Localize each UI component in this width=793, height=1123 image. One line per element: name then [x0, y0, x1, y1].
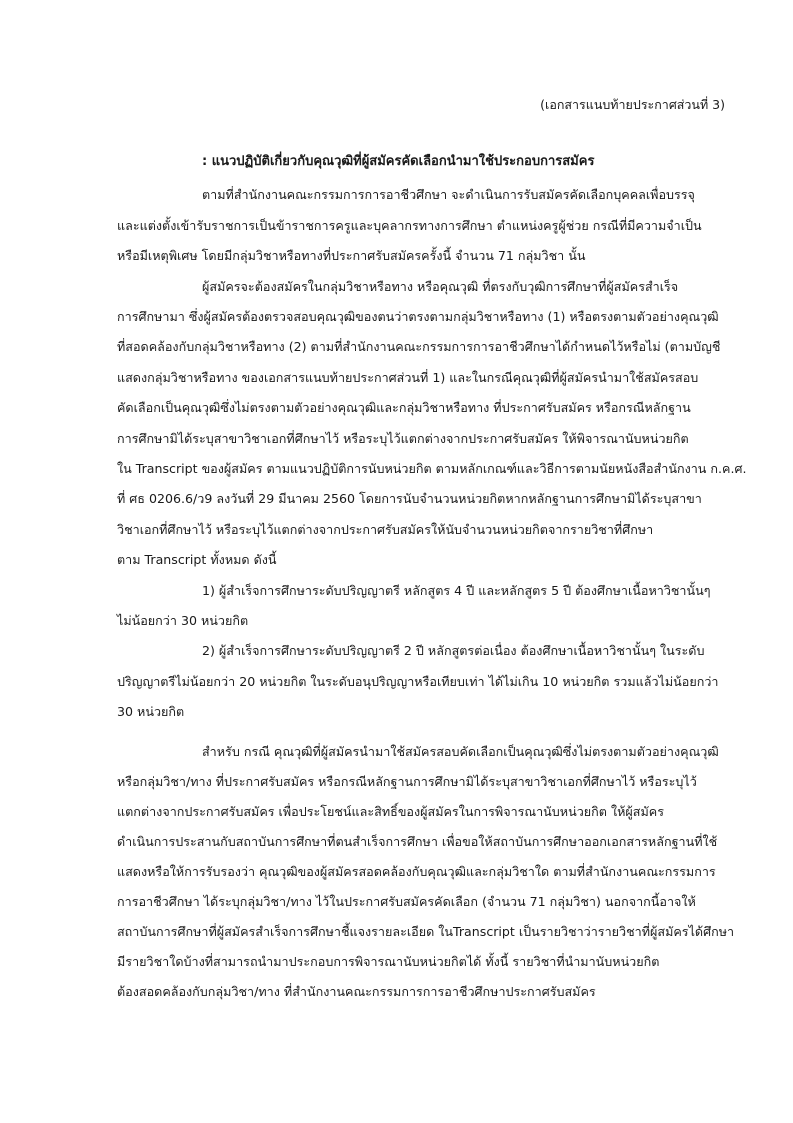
text-line: วิชาเอกที่ศึกษาไว้ หรือระบุไว้แตกต่างจากประกาศรับสมัครให้นับจำนวนหน่วยกิตจากรายวิชาที่ศึกษา [117, 522, 654, 537]
text-line: ดำเนินการประสานกับสถาบันการศึกษาที่ตนสำเร็จการศึกษา เพื่อขอให้สถาบันการศึกษาออกเอกสารหลักฐานที่ใช้ [117, 834, 718, 849]
text-line: ที่ ศธ 0206.6/ว9 ลงวันที่ 29 มีนาคม 2560 โดยการนับจำนวนหน่วยกิตหากหลักฐานการศึกษามิได้ระบุสาขา [117, 491, 702, 506]
text-line: การศึกษามิได้ระบุสาขาวิชาเอกที่ศึกษาไว้ หรือระบุไว้แตกต่างจากประกาศรับสมัคร ให้พิจารณานับหน่วยกิต [117, 431, 689, 446]
text-line: ไม่น้อยกว่า 30 หน่วยกิต [117, 613, 249, 628]
text-line: ตามที่สำนักงานคณะกรรมการการอาชีวศึกษา จะดำเนินการรับสมัครคัดเลือกบุคคลเพื่อบรรจุ [202, 187, 695, 202]
text-line: การศึกษามา ซึ่งผู้สมัครต้องตรวจสอบคุณวุฒิของตนว่าตรงตามกลุ่มวิชาหรือทาง (1) หรือตรงตามตัวอย่างคุณวุฒิ [117, 309, 719, 324]
text-line: แสดงหรือให้การรับรองว่า คุณวุฒิของผู้สมัครสอดคล้องกับคุณวุฒิและกลุ่มวิชาใด ตามที่สำนักงานคณะกรรมการ [117, 864, 716, 879]
text-line: ปริญญาตรีไม่น้อยกว่า 20 หน่วยกิต ในระดับอนุปริญญาหรือเทียบเท่า ได้ไม่เกิน 10 หน่วยกิต รวมแล้วไม่น้อยกว่า [117, 674, 719, 689]
text-line: สถาบันการศึกษาที่ผู้สมัครสำเร็จการศึกษาชี้แจงรายละเอียด ในTranscript เป็นรายวิชาว่ารายวิชาที่ผู้สมัครได้ศึกษา [117, 924, 735, 939]
text-line: การอาชีวศึกษา ได้ระบุกลุ่มวิชา/ทาง ไว้ในประกาศรับสมัครคัดเลือก (จำนวน 71 กลุ่มวิชา) นอกจากนี้อาจให้ [117, 894, 696, 909]
text-line: ผู้สมัครจะต้องสมัครในกลุ่มวิชาหรือทาง หรือคุณวุฒิ ที่ตรงกับวุฒิการศึกษาที่ผู้สมัครสำเร็จ [202, 279, 679, 294]
text-line: หรือมีเหตุพิเศษ โดยมีกลุ่มวิชาหรือทางที่ประกาศรับสมัครครั้งนี้ จำนวน 71 กลุ่มวิชา นั้น [117, 248, 586, 263]
document-reference: (เอกสารแนบท้ายประกาศส่วนที่ 3) [540, 97, 725, 112]
text-line: แสดงกลุ่มวิชาหรือทาง ของเอกสารแนบท้ายประกาศส่วนที่ 1) และในกรณีคุณวุฒิที่ผู้สมัครนำมาใช้สมัครสอบ [117, 370, 699, 385]
text-line: 30 หน่วยกิต [117, 704, 185, 719]
text-line: ต้องสอดคล้องกับกลุ่มวิชา/ทาง ที่สำนักงานคณะกรรมการการอาชีวศึกษาประกาศรับสมัคร [117, 984, 596, 999]
text-line: ที่สอดคล้องกับกลุ่มวิชาหรือทาง (2) ตามที่สำนักงานคณะกรรมการการอาชีวศึกษาได้กำหนดไว้หรือไม่ (ตามบัญชี [117, 339, 721, 354]
text-line: คัดเลือกเป็นคุณวุฒิซึ่งไม่ตรงตามตัวอย่างคุณวุฒิและกลุ่มวิชาหรือทาง ที่ประกาศรับสมัคร หรือกรณีหลักฐาน [117, 400, 691, 415]
text-line: และแต่งตั้งเข้ารับราชการเป็นข้าราชการครูและบุคลากรทางการศึกษา ตำแหน่งครูผู้ช่วย กรณีที่มีความจำเป็น [117, 218, 702, 233]
text-line: สำหรับ กรณี คุณวุฒิที่ผู้สมัครนำมาใช้สมัครสอบคัดเลือกเป็นคุณวุฒิซึ่งไม่ตรงตามตัวอย่างคุณวุฒิ [202, 744, 719, 759]
text-line: แตกต่างจากประกาศรับสมัคร เพื่อประโยชน์และสิทธิ์ของผู้สมัครในการพิจารณานับหน่วยกิต ให้ผู้สมัคร [117, 804, 664, 819]
text-line: หรือกลุ่มวิชา/ทาง ที่ประกาศรับสมัคร หรือกรณีหลักฐานการศึกษามิได้ระบุสาขาวิชาเอกที่ศึกษาไว้ หรือระบุไว้ [117, 774, 697, 789]
text-line: มีรายวิชาใดบ้างที่สามารถนำมาประกอบการพิจารณานับหน่วยกิตได้ ทั้งนี้ รายวิชาที่นำมานับหน่วยกิต [117, 954, 660, 969]
list-item-1: 1) ผู้สำเร็จการศึกษาระดับปริญญาตรี หลักสูตร 4 ปี และหลักสูตร 5 ปี ต้องศึกษาเนื้อหาวิชานั้นๆ [202, 583, 711, 598]
text-line: ตาม Transcript ทั้งหมด ดังนี้ [117, 552, 277, 567]
document-heading: : แนวปฏิบัติเกี่ยวกับคุณวุฒิที่ผู้สมัครคัดเลือกนำมาใช้ประกอบการสมัคร [202, 154, 595, 169]
list-item-2: 2) ผู้สำเร็จการศึกษาระดับปริญญาตรี 2 ปี หลักสูตรต่อเนื่อง ต้องศึกษาเนื้อหาวิชานั้นๆ ในระดับ [202, 643, 705, 658]
text-line: ใน Transcript ของผู้สมัคร ตามแนวปฏิบัติการนับหน่วยกิต ตามหลักเกณฑ์และวิธีการตามนัยหนังสือสำนักงาน ก.ค.ศ. [117, 461, 747, 476]
